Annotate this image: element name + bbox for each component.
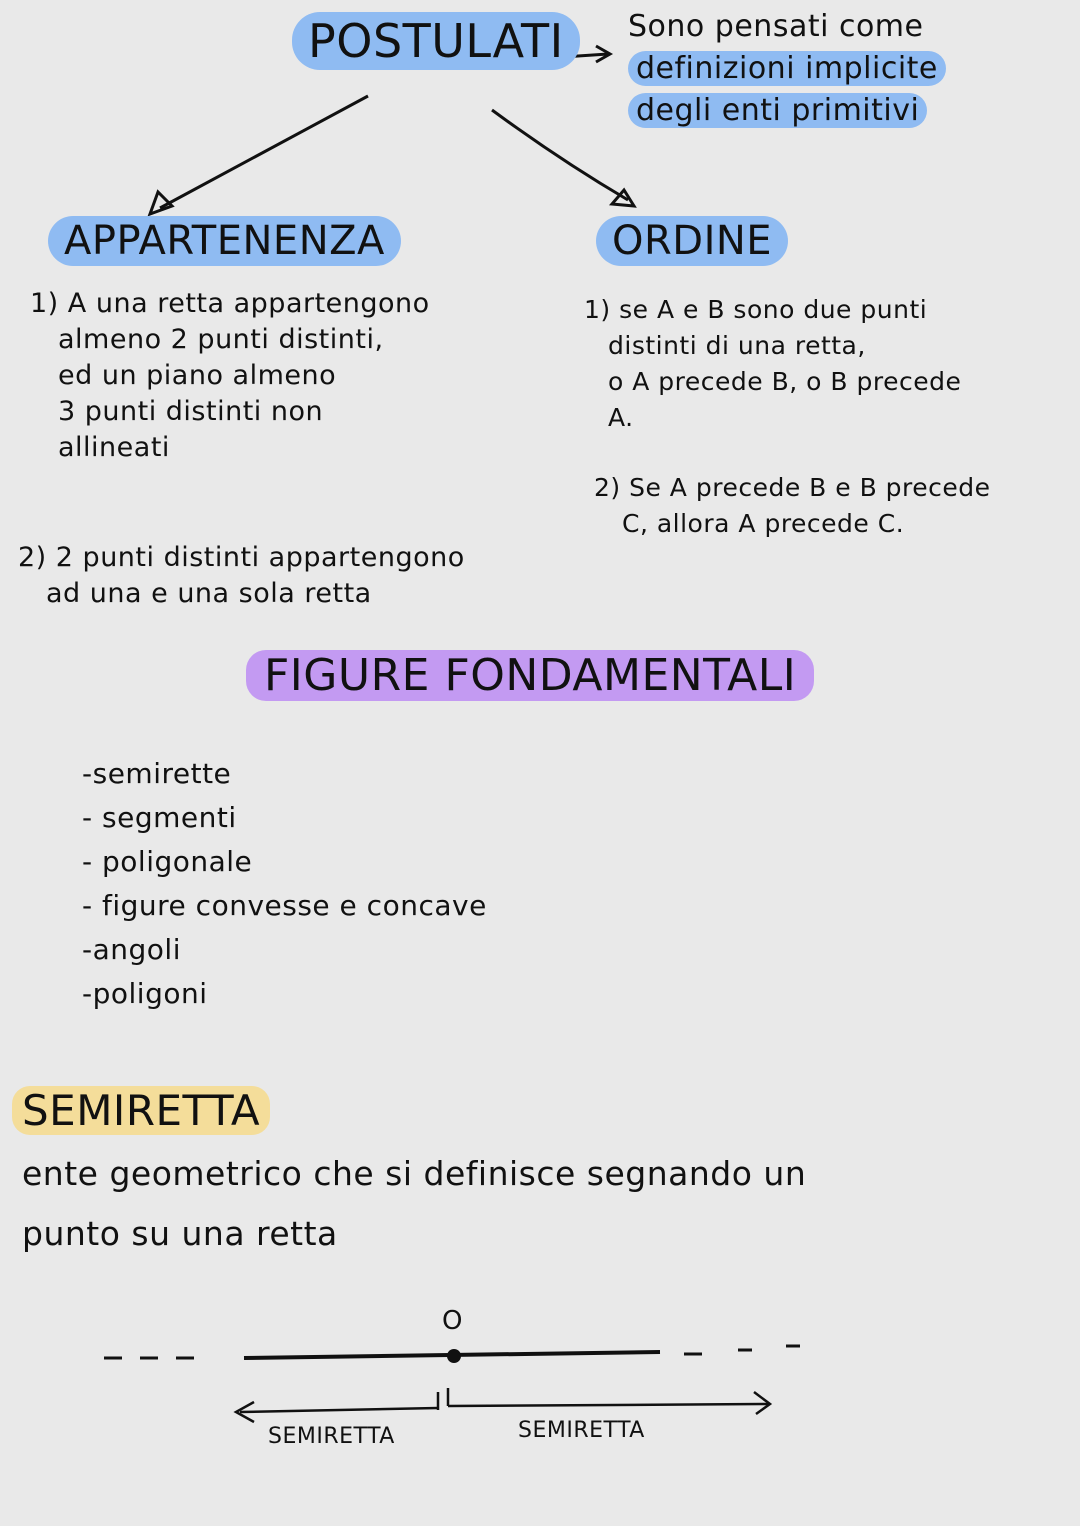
def-line-1: ente geometrico che si definisce segnando un	[22, 1154, 807, 1193]
semiretta-definition	[22, 1144, 806, 1264]
arrow-to-ordine	[492, 110, 634, 206]
app-p1-line-2: almeno 2 punti distinti,	[58, 324, 384, 355]
note-line-1: Sono pensati come	[628, 9, 924, 44]
figure-item-3: - poligonale	[82, 845, 253, 878]
figure-title-wrap	[246, 650, 814, 701]
note-line-2: definizioni implicite	[628, 51, 946, 86]
right-semiretta-label: SEMIRETTA	[518, 1418, 645, 1443]
figure-item-2: - segmenti	[82, 801, 237, 834]
semiretta-title-wrap	[12, 1086, 270, 1135]
arrow-to-appartenenza	[150, 96, 368, 214]
app-p2-line-1: 2) 2 punti distinti appartengono	[18, 542, 465, 573]
ord-p1-line-4: A.	[608, 403, 634, 432]
ord-p1-line-3: o A precede B, o B precede	[608, 367, 962, 396]
figure-item-5: -angoli	[82, 933, 181, 966]
app-p1-line-5: allineati	[58, 432, 170, 463]
left-semiretta-label: SEMIRETTA	[268, 1424, 395, 1449]
ordine-point-1	[584, 292, 961, 436]
appartenenza-title-wrap	[48, 218, 401, 264]
figure-list	[82, 752, 487, 1016]
postulati-title-wrap	[292, 14, 580, 68]
appartenenza-title: APPARTENENZA	[48, 216, 401, 266]
appartenenza-point-1	[30, 286, 430, 466]
app-p1-line-3: ed un piano almeno	[58, 360, 337, 391]
ord-p2-line-1: 2) Se A precede B e B precede	[594, 473, 991, 502]
app-p1-line-4: 3 punti distinti non	[58, 396, 324, 427]
app-p1-line-1: 1) A una retta appartengono	[30, 288, 430, 319]
postulati-title: POSTULATI	[292, 12, 580, 70]
ordine-point-2	[594, 470, 991, 542]
postulati-note	[628, 6, 946, 132]
note-line-3: degli enti primitivi	[628, 93, 927, 128]
figure-item-6: -poligoni	[82, 977, 208, 1010]
point-o-dot	[447, 1349, 461, 1363]
ord-p2-line-2: C, allora A precede C.	[622, 509, 905, 538]
def-line-2: punto su una retta	[22, 1214, 338, 1253]
semiretta-title: SEMIRETTA	[12, 1086, 270, 1135]
ordine-title-wrap	[596, 218, 788, 264]
figure-item-1: -semirette	[82, 757, 232, 790]
ord-p1-line-2: distinti di una retta,	[608, 331, 866, 360]
ordine-title: ORDINE	[596, 216, 788, 266]
point-o-label: O	[442, 1306, 463, 1336]
appartenenza-point-2	[18, 540, 465, 612]
figure-item-4: - figure convesse e concave	[82, 889, 487, 922]
app-p2-line-2: ad una e una sola retta	[46, 578, 372, 609]
ord-p1-line-1: 1) se A e B sono due punti	[584, 295, 928, 324]
figure-title: FIGURE FONDAMENTALI	[246, 650, 814, 701]
